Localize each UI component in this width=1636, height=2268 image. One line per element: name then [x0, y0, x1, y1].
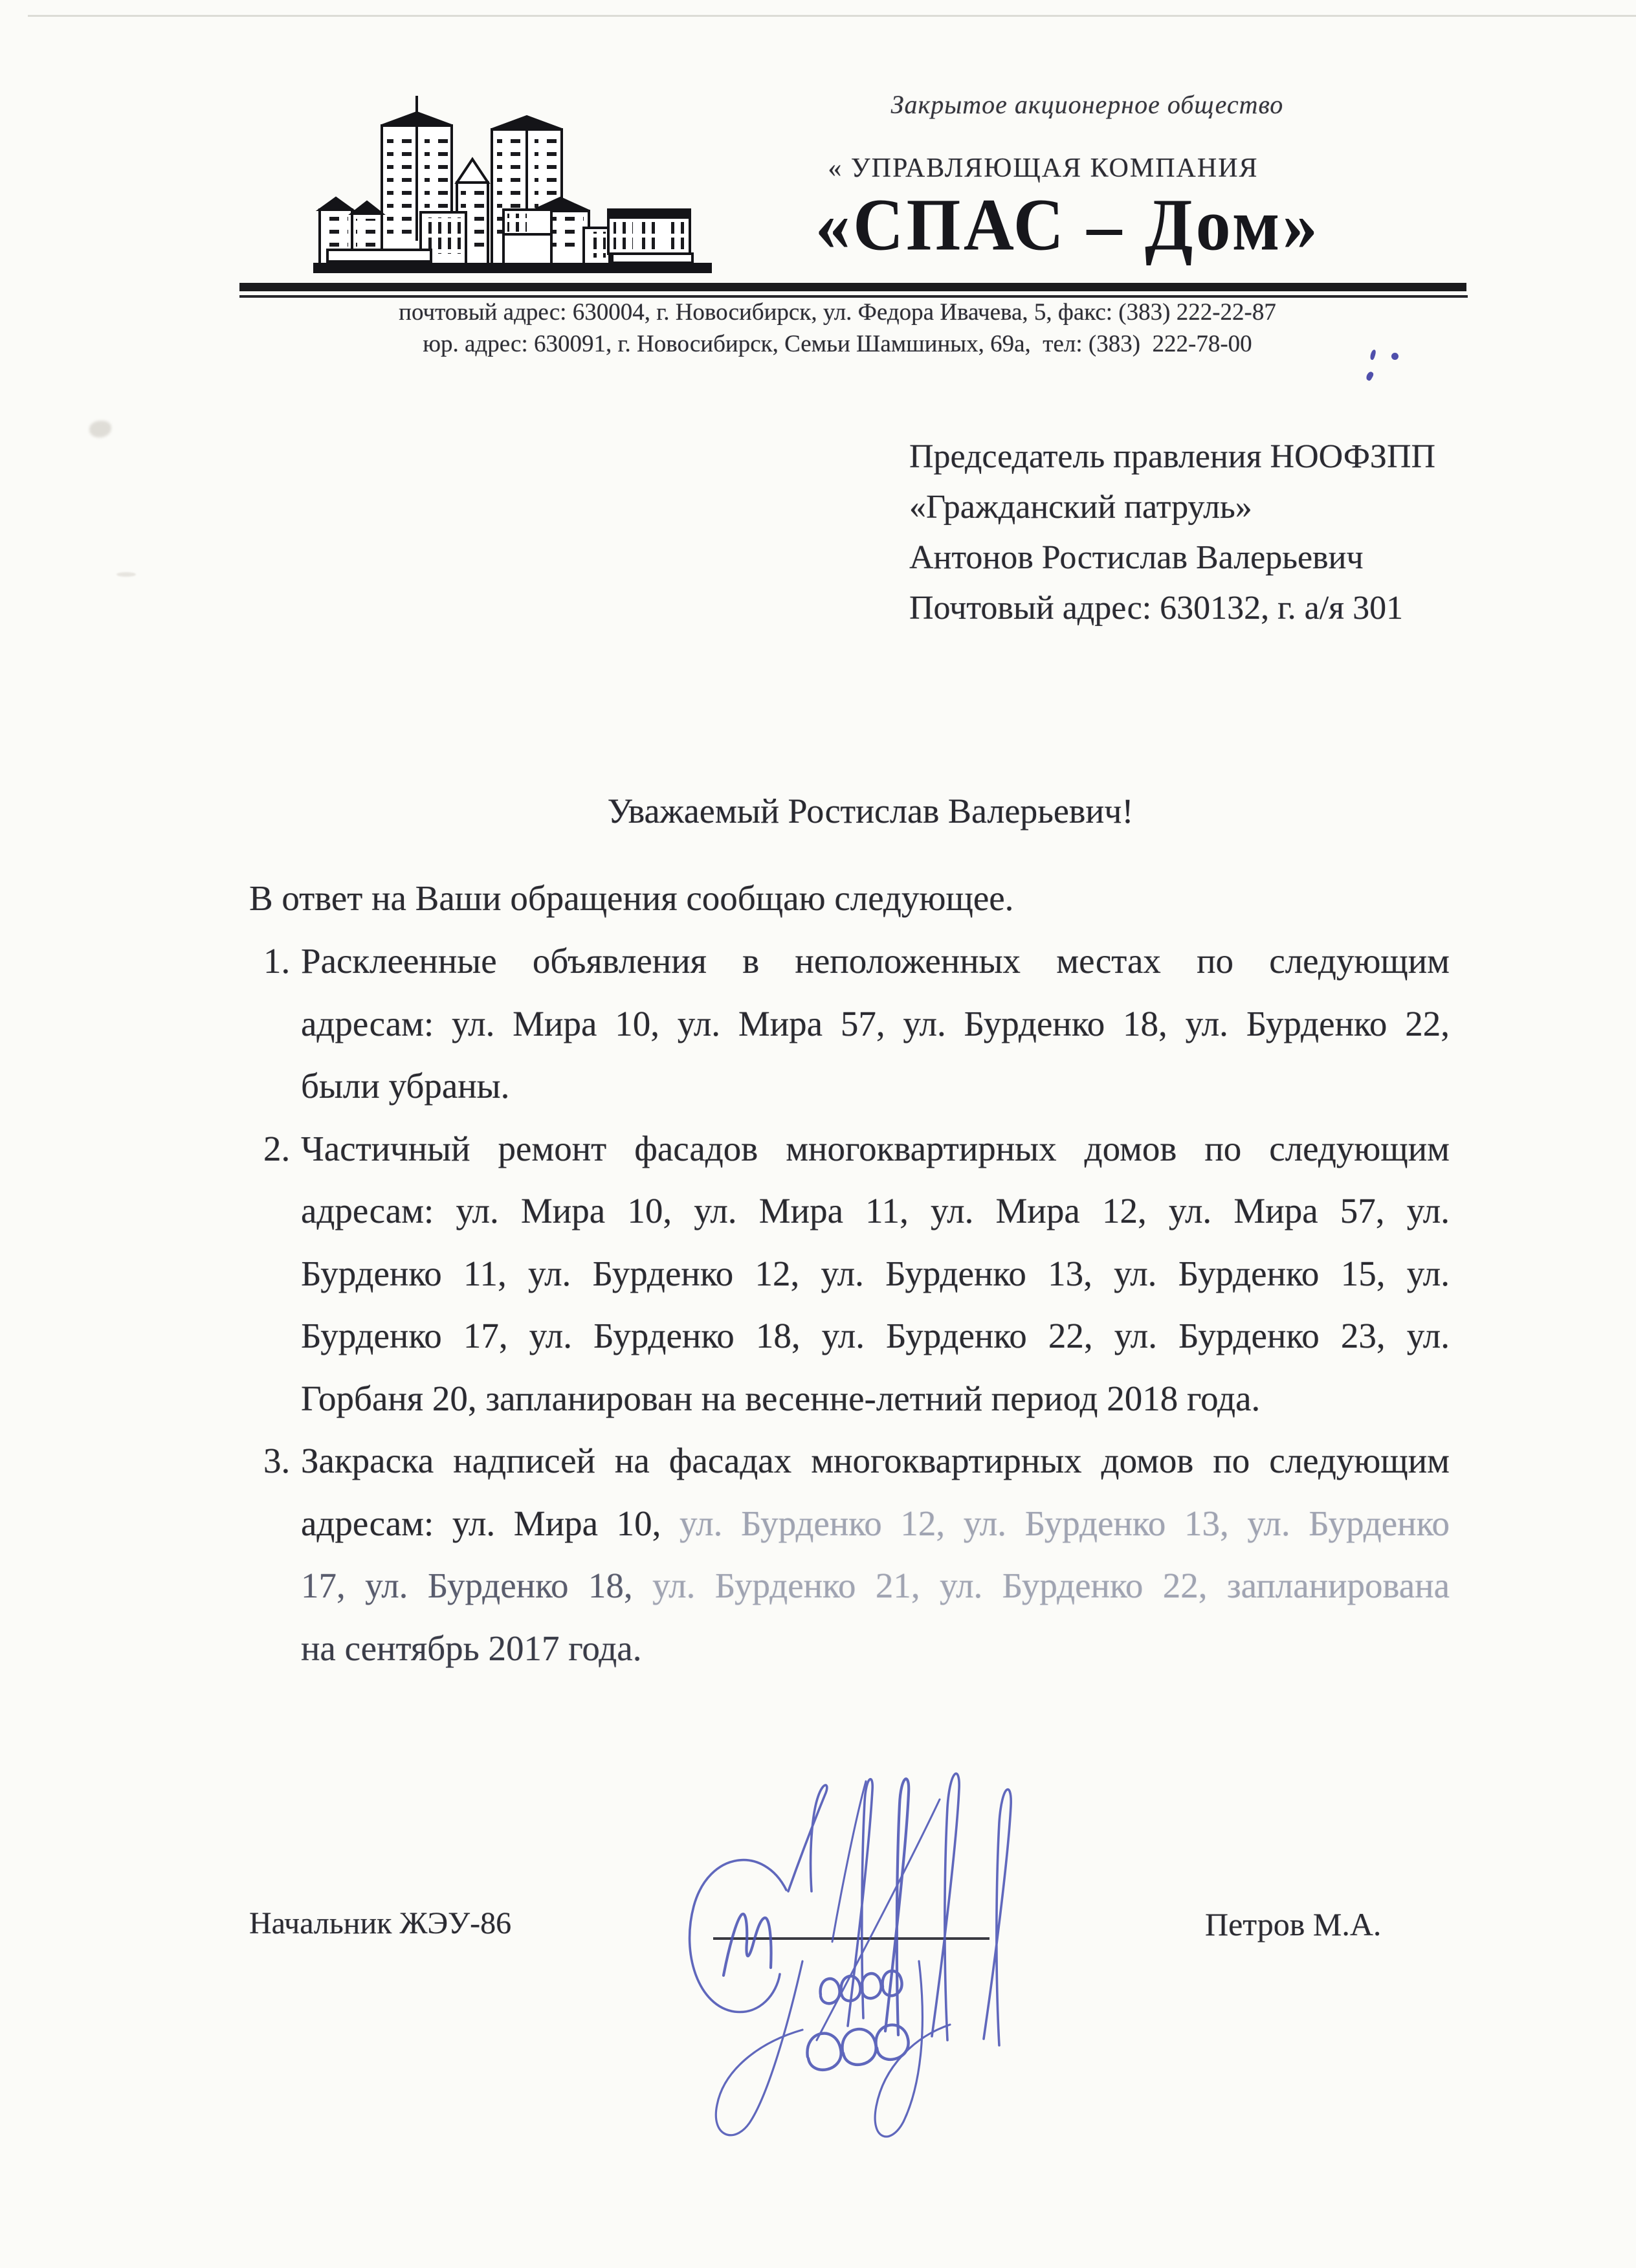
list-item-1-line: были убраны. — [301, 1066, 510, 1106]
legal-address-line: юр. адрес: 630091, г. Новосибирск, Семьи Шамшиных, 69а, тел: (383) 222-78-00 — [423, 331, 1252, 357]
item-number: 2. — [263, 1128, 291, 1168]
list-item-3-line: адресам: ул. Мира 10, ул. Бурденко 12, ул. Бурденко 13, ул. Бурденко — [301, 1503, 1450, 1543]
city-skyline-logo — [309, 96, 724, 284]
salutation: Уважаемый Ростислав Валерьевич! — [607, 792, 1134, 830]
ink-speck — [1365, 371, 1375, 382]
recipient-person: Антонов Ростислав Валерьевич — [909, 539, 1364, 576]
org-type-line: Закрытое акционерное общество — [890, 90, 1284, 119]
recipient-block — [909, 432, 1543, 634]
signer-position: Начальник ЖЭУ-86 — [249, 1906, 512, 1940]
list-item-3-line: 3. Закраска надписей на фасадах многоквартирных домов по следующим — [249, 1430, 1450, 1493]
list-item-1-line: 1. Расклеенные объявления в неположенных местах по следующим — [249, 930, 1450, 993]
handwritten-signature — [647, 1761, 1061, 2149]
logo-buildings — [313, 96, 712, 273]
list-item-2-line: Горбаня 20, запланирован на весенне-летний период 2018 года. — [301, 1378, 1261, 1418]
list-item-2-line: Бурденко 11, ул. Бурденко 12, ул. Бурденко 13, ул. Бурденко 15, ул. — [301, 1253, 1450, 1293]
list-item-2-line: 2. Частичный ремонт фасадов многоквартирных домов по следующим — [249, 1118, 1450, 1181]
postal-address-line: почтовый адрес: 630004, г. Новосибирск, ул. Федора Ивачева, 5, факс: (383) 222-22-87 — [399, 299, 1276, 326]
list-item-2-line: Бурденко 17, ул. Бурденко 18, ул. Бурденко 22, ул. Бурденко 23, ул. — [301, 1316, 1450, 1355]
recipient-organization: «Гражданский патруль» — [909, 489, 1252, 526]
company-prefix-line: « УПРАВЛЯЮЩАЯ КОМПАНИЯ — [828, 153, 1259, 183]
item-number: 3. — [263, 1441, 291, 1480]
list-item-1-line: адресам: ул. Мира 10, ул. Мира 57, ул. Бурденко 18, ул. Бурденко 22, — [301, 1003, 1450, 1043]
list-item-3-line: на сентябрь 2017 года. — [301, 1628, 642, 1668]
recipient-postal-address: Почтовый адрес: 630132, г. а/я 301 — [909, 590, 1404, 627]
company-name: «СПАС – Дом» — [815, 184, 1321, 266]
header-rule-thin — [239, 295, 1468, 298]
signer-name: Петров М.А. — [1205, 1906, 1382, 1942]
body-list — [249, 930, 1450, 1680]
scan-smudge — [89, 421, 111, 438]
recipient-title: Председатель правления НООФЗПП — [909, 438, 1436, 475]
scan-smudge — [116, 572, 136, 577]
list-item-2-line: адресам: ул. Мира 10, ул. Мира 11, ул. Мира 12, ул. Мира 57, ул. — [301, 1191, 1450, 1230]
scan-edge-line — [28, 15, 1636, 17]
list-item-3-line: 17, ул. Бурденко 18, ул. Бурденко 21, ул. Бурденко 22, запланирована — [301, 1566, 1450, 1605]
header-rule-thick — [239, 283, 1466, 291]
item-number: 1. — [263, 941, 291, 981]
intro-paragraph: В ответ на Ваши обращения сообщаю следующее. — [249, 878, 1014, 918]
